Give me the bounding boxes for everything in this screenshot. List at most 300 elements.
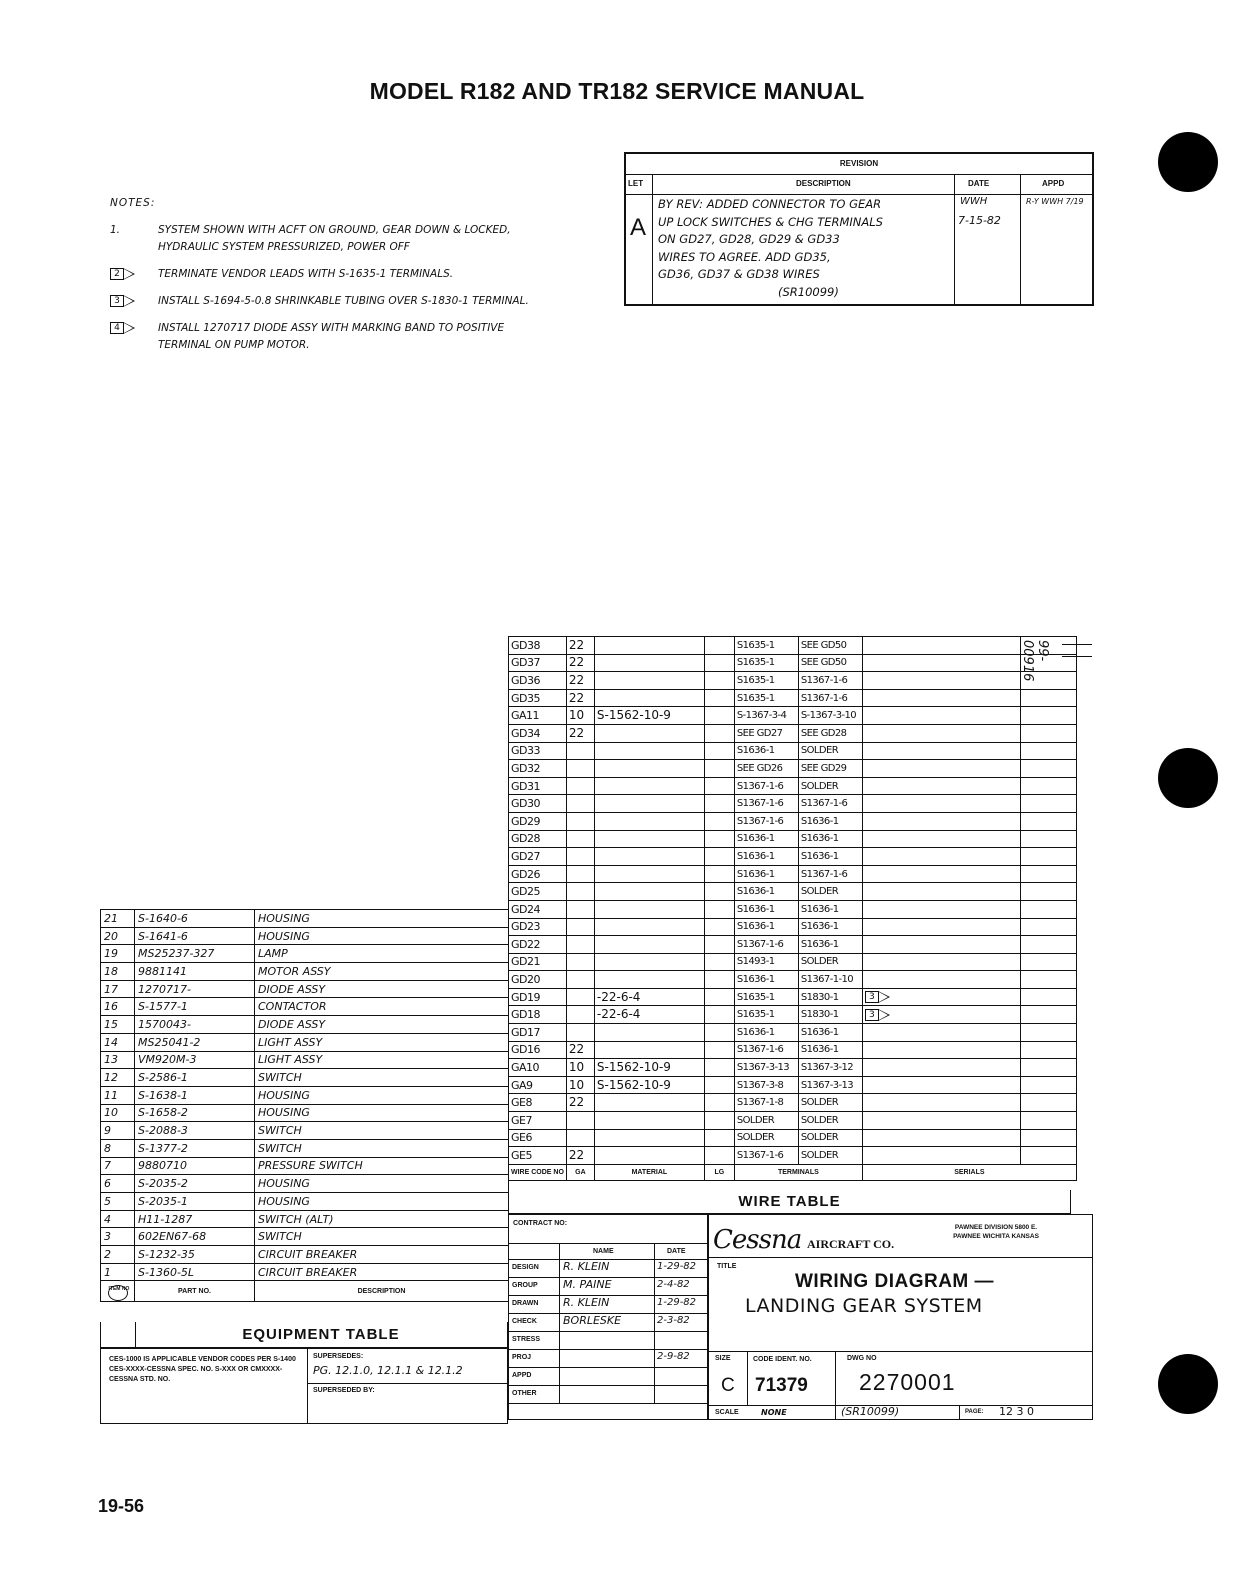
- equipment-table-row: [101, 963, 509, 981]
- equipment-table-row: [101, 1246, 509, 1264]
- wire-length: [704, 707, 734, 725]
- wire-length: [704, 777, 734, 795]
- wire-table-row: [509, 760, 1077, 778]
- dwg-no-label: DWG NO: [847, 1355, 877, 1362]
- revision-col-appd: APPD: [1042, 179, 1065, 188]
- wire-table-row: [509, 812, 1077, 830]
- wire-length: [704, 1147, 734, 1165]
- code-ident-value: 71379: [755, 1375, 808, 1396]
- wire-gauge: [566, 936, 594, 954]
- equipment-item-no: 15: [101, 1016, 135, 1034]
- signoff-role: PROJ: [512, 1354, 532, 1361]
- wire-terminal: S1635-1: [734, 672, 798, 690]
- equipment-item-no: 8: [101, 1139, 135, 1157]
- equipment-description: LAMP: [255, 945, 509, 963]
- wire-terminal: SOLDER: [798, 953, 862, 971]
- equipment-description: SWITCH: [255, 1122, 509, 1140]
- revision-description: BY REV: ADDED CONNECTOR TO GEAR UP LOCK SWITCHES & CHG TERMINALS ON GD27, GD28, GD29 & GD33 WIRES TO AGREE. ADD GD35, GD36, GD37 & GD38 WIRES (SR10099): [658, 197, 883, 299]
- wire-length: [704, 654, 734, 672]
- equipment-table-column-header: [101, 1281, 135, 1302]
- wire-terminal: S1636-1: [734, 971, 798, 989]
- wire-table-column-header: MATERIAL: [594, 1164, 704, 1180]
- wire-gauge: 22: [566, 672, 594, 690]
- wire-code: GD30: [509, 795, 567, 813]
- wire-code: GD18: [509, 1006, 567, 1024]
- wire-serials: [862, 900, 1020, 918]
- wire-length: [704, 1006, 734, 1024]
- wire-table-column-header: TERMINALS: [734, 1164, 862, 1180]
- equipment-item-no: 11: [101, 1086, 135, 1104]
- equipment-description: LIGHT ASSY: [255, 1051, 509, 1069]
- equipment-table-row: [101, 1033, 509, 1051]
- wire-terminal: SOLDER: [734, 1112, 798, 1130]
- wire-material: [594, 848, 704, 866]
- note-2-text: TERMINATE VENDOR LEADS WITH S-1635-1 TERMINALS.: [158, 268, 454, 280]
- wire-terminal: S1636-1: [734, 865, 798, 883]
- wire-terminal: S1367-1-10: [798, 971, 862, 989]
- wire-length: [704, 883, 734, 901]
- wire-terminal: SOLDER: [798, 883, 862, 901]
- wire-length: [704, 1094, 734, 1112]
- wire-table-column-header: LG: [704, 1164, 734, 1180]
- wire-terminal: S1636-1: [798, 830, 862, 848]
- wire-table-row: [509, 1147, 1077, 1165]
- wire-length: [704, 865, 734, 883]
- equipment-item-no: 10: [101, 1104, 135, 1122]
- equipment-part-no: S-1377-2: [135, 1139, 255, 1157]
- wire-terminal: S1367-1-6: [734, 812, 798, 830]
- wire-serials: [1020, 1076, 1076, 1094]
- superseded-by-label: SUPERSEDED BY:: [313, 1387, 375, 1394]
- wire-serials: [1020, 689, 1076, 707]
- wire-code: GD32: [509, 760, 567, 778]
- wire-serials: [1020, 654, 1076, 672]
- wire-material: [594, 672, 704, 690]
- wire-material: -22-6-4: [594, 988, 704, 1006]
- wire-terminal: S1367-1-6: [734, 936, 798, 954]
- wire-code: GE5: [509, 1147, 567, 1165]
- wire-serials: [1020, 1147, 1076, 1165]
- cessna-logo: Cessna: [713, 1225, 802, 1255]
- wire-serials: [862, 742, 1020, 760]
- wire-terminal: S1635-1: [734, 654, 798, 672]
- wire-material: [594, 777, 704, 795]
- notes-heading: NOTES:: [110, 197, 156, 209]
- equipment-part-no: S-2035-1: [135, 1193, 255, 1211]
- wire-terminal: S-1367-3-10: [798, 707, 862, 725]
- wire-table-row: [509, 795, 1077, 813]
- wire-material: [594, 795, 704, 813]
- revision-col-date: DATE: [968, 179, 990, 188]
- equipment-part-no: S-2586-1: [135, 1069, 255, 1087]
- wire-terminal: S1635-1: [734, 637, 798, 655]
- wire-serials: [862, 1024, 1020, 1042]
- equipment-description: MOTOR ASSY: [255, 963, 509, 981]
- equipment-part-no: S-1232-35: [135, 1246, 255, 1264]
- revision-col-let: LET: [628, 179, 644, 188]
- equipment-part-no: S-1640-6: [135, 910, 255, 928]
- equipment-item-no: 21: [101, 910, 135, 928]
- wire-gauge: 22: [566, 1094, 594, 1112]
- wire-terminal: S1636-1: [798, 1041, 862, 1059]
- equipment-table-title: EQUIPMENT TABLE: [242, 1326, 400, 1343]
- wire-serials: [1020, 724, 1076, 742]
- wire-terminal: SOLDER: [798, 1147, 862, 1165]
- wire-code: GE6: [509, 1129, 567, 1147]
- code-ident-label: CODE IDENT. NO.: [753, 1356, 812, 1363]
- equipment-description: DIODE ASSY: [255, 980, 509, 998]
- wire-material: -22-6-4: [594, 1006, 704, 1024]
- wire-terminal: SOLDER: [798, 777, 862, 795]
- wire-terminal: S1636-1: [734, 830, 798, 848]
- wire-table-row: [509, 971, 1077, 989]
- signoff-role: GROUP: [512, 1282, 538, 1289]
- wire-serials: [862, 848, 1020, 866]
- revision-letter: A: [630, 214, 647, 241]
- wire-material: [594, 724, 704, 742]
- equipment-description: HOUSING: [255, 910, 509, 928]
- equipment-table-row: [101, 1122, 509, 1140]
- signoff-date: 2-9-82: [657, 1351, 690, 1362]
- revision-drawn-by: WWH: [960, 196, 988, 207]
- equipment-description: HOUSING: [255, 1104, 509, 1122]
- signoff-date: 2-3-82: [657, 1315, 690, 1326]
- revision-approval-signature: R-Y WWH 7/19: [1026, 197, 1084, 206]
- wire-table-row: [509, 918, 1077, 936]
- signoff-row: [509, 1277, 707, 1296]
- revision-col-description: DESCRIPTION: [796, 179, 851, 188]
- wire-serials: [862, 1041, 1020, 1059]
- wire-length: [704, 848, 734, 866]
- scale-label: SCALE: [715, 1409, 739, 1416]
- wire-terminal: SEE GD27: [734, 724, 798, 742]
- wire-serials: [862, 865, 1020, 883]
- equipment-item-no: 5: [101, 1193, 135, 1211]
- wire-terminal: SEE GD28: [798, 724, 862, 742]
- date-label: DATE: [667, 1248, 686, 1255]
- equipment-part-no: 1270717-: [135, 980, 255, 998]
- wire-code: GE8: [509, 1094, 567, 1112]
- equipment-part-no: 602EN67-68: [135, 1228, 255, 1246]
- equipment-table-header: [101, 1281, 509, 1302]
- wire-material: [594, 1112, 704, 1130]
- equipment-description: SWITCH: [255, 1228, 509, 1246]
- wire-gauge: [566, 812, 594, 830]
- revision-date: 7-15-82: [958, 214, 1001, 227]
- wire-table-row: [509, 637, 1077, 655]
- wire-terminal: S1830-1: [798, 1006, 862, 1024]
- wire-terminal: S1635-1: [734, 689, 798, 707]
- signoff-row: [509, 1367, 707, 1386]
- wire-code: GD20: [509, 971, 567, 989]
- wire-serials: [1020, 672, 1076, 690]
- equipment-part-no: S-1641-6: [135, 927, 255, 945]
- wire-table-row: [509, 1112, 1077, 1130]
- equipment-item-no: 3: [101, 1228, 135, 1246]
- equipment-item-no: 16: [101, 998, 135, 1016]
- wire-serials: [862, 812, 1020, 830]
- title-block: [708, 1214, 1093, 1420]
- wire-code: GD16: [509, 1041, 567, 1059]
- equipment-part-no: S-1360-5L: [135, 1263, 255, 1281]
- equipment-part-no: S-1638-1: [135, 1086, 255, 1104]
- wire-serials: [862, 1147, 1020, 1165]
- wire-length: [704, 724, 734, 742]
- wire-code: GE7: [509, 1112, 567, 1130]
- equipment-item-no: 7: [101, 1157, 135, 1175]
- wire-length: [704, 971, 734, 989]
- signoff-row: [509, 1385, 707, 1404]
- contract-label: CONTRACT NO:: [513, 1220, 568, 1227]
- signoff-row: [509, 1295, 707, 1314]
- wire-length: [704, 1059, 734, 1077]
- wire-material: S-1562-10-9: [594, 1076, 704, 1094]
- wire-material: [594, 936, 704, 954]
- equipment-part-no: MS25041-2: [135, 1033, 255, 1051]
- equipment-description: SWITCH (ALT): [255, 1210, 509, 1228]
- wire-terminal: S1636-1: [734, 900, 798, 918]
- equipment-item-no: 4: [101, 1210, 135, 1228]
- wire-serials: [862, 953, 1020, 971]
- wire-terminal: S1367-1-6: [734, 1041, 798, 1059]
- dwg-no-value: 2270001: [859, 1369, 956, 1395]
- equipment-description: HOUSING: [255, 1193, 509, 1211]
- equipment-description: PRESSURE SWITCH: [255, 1157, 509, 1175]
- equipment-item-no: 20: [101, 927, 135, 945]
- note-1-text: SYSTEM SHOWN WITH ACFT ON GROUND, GEAR DOWN & LOCKED, HYDRAULIC SYSTEM PRESSURIZED, POWER OFF: [158, 224, 511, 253]
- wire-gauge: [566, 953, 594, 971]
- wire-material: [594, 918, 704, 936]
- wire-terminal: S1367-1-6: [734, 795, 798, 813]
- wire-table-column-header: SERIALS: [862, 1164, 1076, 1180]
- equipment-item-no: 17: [101, 980, 135, 998]
- equipment-table: [100, 909, 509, 1302]
- equipment-table-row: [101, 927, 509, 945]
- wire-serials: [862, 1006, 1020, 1024]
- wire-terminal: S1636-1: [798, 812, 862, 830]
- wire-gauge: 22: [566, 654, 594, 672]
- equipment-item-no: 12: [101, 1069, 135, 1087]
- signoff-date: 1-29-82: [657, 1297, 697, 1308]
- size-label: SIZE: [715, 1355, 731, 1362]
- supersedes-value: PG. 12.1.0, 12.1.1 & 12.1.2: [313, 1364, 463, 1377]
- wire-serials: [1020, 1112, 1076, 1130]
- wire-table-column-header: GA: [566, 1164, 594, 1180]
- signoff-role: DRAWN: [512, 1300, 539, 1307]
- wire-length: [704, 1076, 734, 1094]
- wire-terminal: S1367-3-13: [798, 1076, 862, 1094]
- equipment-description: HOUSING: [255, 1175, 509, 1193]
- wire-length: [704, 812, 734, 830]
- wire-material: [594, 830, 704, 848]
- page-label: PAGE:: [965, 1409, 984, 1415]
- wire-material: S-1562-10-9: [594, 1059, 704, 1077]
- signoff-name: BORLESKE: [563, 1314, 622, 1327]
- wire-code: GD36: [509, 672, 567, 690]
- wire-serials: [862, 988, 1020, 1006]
- equipment-description: CIRCUIT BREAKER: [255, 1246, 509, 1264]
- wire-terminal: S1636-1: [798, 1024, 862, 1042]
- wire-length: [704, 1129, 734, 1147]
- wire-serials: [1020, 936, 1076, 954]
- signoff-block: [508, 1214, 708, 1420]
- equipment-table-row: [101, 980, 509, 998]
- wire-terminal: SEE GD50: [798, 654, 862, 672]
- equipment-table-row: [101, 1016, 509, 1034]
- page-number: 19-56: [98, 1496, 145, 1516]
- wire-serials: [862, 795, 1020, 813]
- wire-terminal: S1636-1: [734, 883, 798, 901]
- equipment-table-column-header: PART NO.: [135, 1281, 255, 1302]
- revision-title: REVISION: [626, 154, 1092, 175]
- wire-gauge: [566, 1006, 594, 1024]
- wire-terminal: S1367-1-8: [734, 1094, 798, 1112]
- equipment-table-row: [101, 1104, 509, 1122]
- wire-terminal: S1367-1-6: [734, 777, 798, 795]
- wire-gauge: 22: [566, 689, 594, 707]
- wire-gauge: [566, 900, 594, 918]
- wire-serials: [862, 654, 1020, 672]
- equipment-table-row: [101, 1069, 509, 1087]
- wire-code: GD22: [509, 936, 567, 954]
- wire-table-row: [509, 848, 1077, 866]
- wire-gauge: 10: [566, 1076, 594, 1094]
- wire-table-row: [509, 883, 1077, 901]
- wire-terminal: S1367-3-8: [734, 1076, 798, 1094]
- wire-material: [594, 900, 704, 918]
- wire-terminal: S1493-1: [734, 953, 798, 971]
- title-label: TITLE: [717, 1263, 737, 1270]
- binder-hole-bottom: [1158, 1354, 1218, 1414]
- wire-gauge: [566, 883, 594, 901]
- wire-terminal: S1636-1: [798, 848, 862, 866]
- size-value: C: [721, 1375, 735, 1396]
- wire-material: [594, 654, 704, 672]
- wire-terminal: SOLDER: [798, 1129, 862, 1147]
- wire-code: GD24: [509, 900, 567, 918]
- wire-gauge: [566, 830, 594, 848]
- wire-table-row: [509, 1059, 1077, 1077]
- wire-table-row: [509, 742, 1077, 760]
- wire-code: GD23: [509, 918, 567, 936]
- wire-table-header: [509, 1164, 1077, 1180]
- wire-material: S-1562-10-9: [594, 707, 704, 725]
- equipment-item-no: 14: [101, 1033, 135, 1051]
- wire-table-row: [509, 936, 1077, 954]
- wire-code: GD25: [509, 883, 567, 901]
- wire-serials: [862, 1094, 1020, 1112]
- equipment-part-no: 9881141: [135, 963, 255, 981]
- equipment-table-column-header: DESCRIPTION: [255, 1281, 509, 1302]
- wire-code: GD29: [509, 812, 567, 830]
- note-1-number: 1.: [110, 224, 121, 236]
- wire-material: [594, 1094, 704, 1112]
- wire-code: GD21: [509, 953, 567, 971]
- company-suffix: AIRCRAFT CO.: [807, 1237, 895, 1251]
- wire-serials: [1020, 1041, 1076, 1059]
- equipment-description: SWITCH: [255, 1139, 509, 1157]
- equipment-part-no: S-1658-2: [135, 1104, 255, 1122]
- signoff-date: 2-4-82: [657, 1279, 690, 1290]
- equipment-item-no: 6: [101, 1175, 135, 1193]
- signoff-role: CHECK: [512, 1318, 537, 1325]
- wire-code: GD28: [509, 830, 567, 848]
- equipment-table-row: [101, 1210, 509, 1228]
- wire-length: [704, 1024, 734, 1042]
- wire-terminal: SOLDER: [734, 1129, 798, 1147]
- equipment-description: HOUSING: [255, 1086, 509, 1104]
- signoff-row: [509, 1259, 707, 1278]
- wire-gauge: [566, 795, 594, 813]
- wire-serials: [862, 1076, 1020, 1094]
- equipment-item-no: 9: [101, 1122, 135, 1140]
- signoff-role: OTHER: [512, 1390, 537, 1397]
- note-4-text: INSTALL 1270717 DIODE ASSY WITH MARKING BAND TO POSITIVE TERMINAL ON PUMP MOTOR.: [158, 322, 505, 351]
- wire-table-row: [509, 830, 1077, 848]
- wire-table-row: [509, 1076, 1077, 1094]
- equipment-table-row: [101, 998, 509, 1016]
- wire-length: [704, 637, 734, 655]
- drawing-title-line2: LANDING GEAR SYSTEM: [745, 1295, 983, 1317]
- wire-serials: [862, 883, 1020, 901]
- wire-serials: [1020, 760, 1076, 778]
- binder-hole-middle: [1158, 748, 1218, 808]
- equipment-part-no: S-2035-2: [135, 1175, 255, 1193]
- note-flag-icon: 3: [865, 1009, 891, 1021]
- equipment-item-no: 18: [101, 963, 135, 981]
- wire-gauge: [566, 865, 594, 883]
- wire-terminal: SOLDER: [798, 1112, 862, 1130]
- wire-gauge: 22: [566, 1147, 594, 1165]
- wire-terminal: S1367-1-6: [798, 672, 862, 690]
- wire-serials: [1020, 637, 1076, 655]
- equipment-table-row: [101, 1051, 509, 1069]
- spec-block: [100, 1348, 508, 1424]
- wire-material: [594, 812, 704, 830]
- wire-length: [704, 988, 734, 1006]
- wire-table-row: [509, 672, 1077, 690]
- wire-serials: [862, 830, 1020, 848]
- wire-gauge: [566, 971, 594, 989]
- sr-number: (SR10099): [841, 1405, 900, 1418]
- wire-length: [704, 760, 734, 778]
- wire-serials: [862, 1112, 1020, 1130]
- equipment-part-no: VM920M-3: [135, 1051, 255, 1069]
- wire-code: GD26: [509, 865, 567, 883]
- wire-length: [704, 936, 734, 954]
- wire-table-row: [509, 777, 1077, 795]
- note-3: [110, 293, 550, 310]
- wire-material: [594, 1024, 704, 1042]
- equipment-part-no: S-2088-3: [135, 1122, 255, 1140]
- wire-length: [704, 830, 734, 848]
- page-title: MODEL R182 AND TR182 SERVICE MANUAL: [369, 78, 865, 104]
- wire-gauge: [566, 918, 594, 936]
- wire-length: [704, 742, 734, 760]
- wire-terminal: S1635-1: [734, 988, 798, 1006]
- wire-code: GD38: [509, 637, 567, 655]
- revision-block: [624, 152, 1094, 306]
- figure-number: 99-00916: [1020, 640, 1050, 682]
- wire-length: [704, 689, 734, 707]
- wire-gauge: [566, 1024, 594, 1042]
- wire-length: [704, 1112, 734, 1130]
- signoff-name: R. KLEIN: [563, 1260, 610, 1273]
- equipment-description: CONTACTOR: [255, 998, 509, 1016]
- equipment-description: HOUSING: [255, 927, 509, 945]
- equipment-item-no: 1: [101, 1263, 135, 1281]
- wire-serials: [862, 1059, 1020, 1077]
